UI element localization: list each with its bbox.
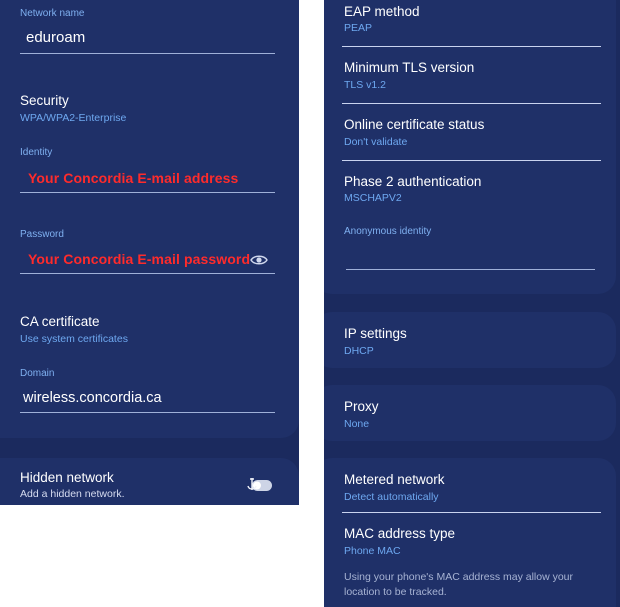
domain-input[interactable]: wireless.concordia.ca [23,390,162,406]
domain-underline [20,412,275,413]
identity-label: Identity [20,147,53,158]
metered-value: Detect automatically [344,491,439,503]
domain-label: Domain [20,368,55,379]
eap-method-title: EAP method [344,4,420,19]
network-name-label: Network name [20,8,85,19]
phase2-value: MSCHAPV2 [344,192,402,204]
divider [342,512,601,513]
divider [342,103,601,104]
online-cert-value: Don't validate [344,136,408,148]
password-underline [20,273,275,274]
wifi-settings-right-panel [324,0,620,607]
divider [342,46,601,47]
ca-certificate-title: CA certificate [20,314,100,329]
online-cert-title: Online certificate status [344,117,485,132]
anonymous-identity-label: Anonymous identity [344,226,432,237]
identity-annotation[interactable]: Your Concordia E-mail address [28,170,239,186]
mac-type-title: MAC address type [344,526,456,541]
ip-settings-title: IP settings [344,326,407,341]
hidden-network-subtitle: Add a hidden network. [20,488,125,500]
metered-title: Metered network [344,472,445,487]
mac-type-value: Phone MAC [344,545,401,557]
proxy-value: None [344,418,370,430]
phase2-title: Phase 2 authentication [344,174,482,189]
network-name-input[interactable]: eduroam [26,29,86,46]
network-name-underline [20,53,275,54]
eap-method-value: PEAP [344,22,373,34]
ca-certificate-value: Use system certificates [20,333,128,345]
min-tls-value: TLS v1.2 [344,79,387,91]
hidden-network-title: Hidden network [20,470,114,485]
identity-underline [20,192,275,193]
mac-privacy-note: Using your phone's MAC address may allow your location to be tracked. [344,571,574,598]
security-value: WPA/WPA2-Enterprise [20,112,127,124]
divider [342,160,601,161]
min-tls-title: Minimum TLS version [344,60,475,75]
hidden-network-toggle[interactable] [246,475,274,495]
security-title: Security [20,93,69,108]
ip-settings-value: DHCP [344,345,374,357]
anonymous-identity-underline [346,269,595,270]
password-label: Password [20,229,64,240]
password-annotation[interactable]: Your Concordia E-mail password [28,251,251,267]
wifi-settings-left-panel [0,0,299,505]
proxy-title: Proxy [344,399,379,414]
eye-icon[interactable] [250,252,268,268]
